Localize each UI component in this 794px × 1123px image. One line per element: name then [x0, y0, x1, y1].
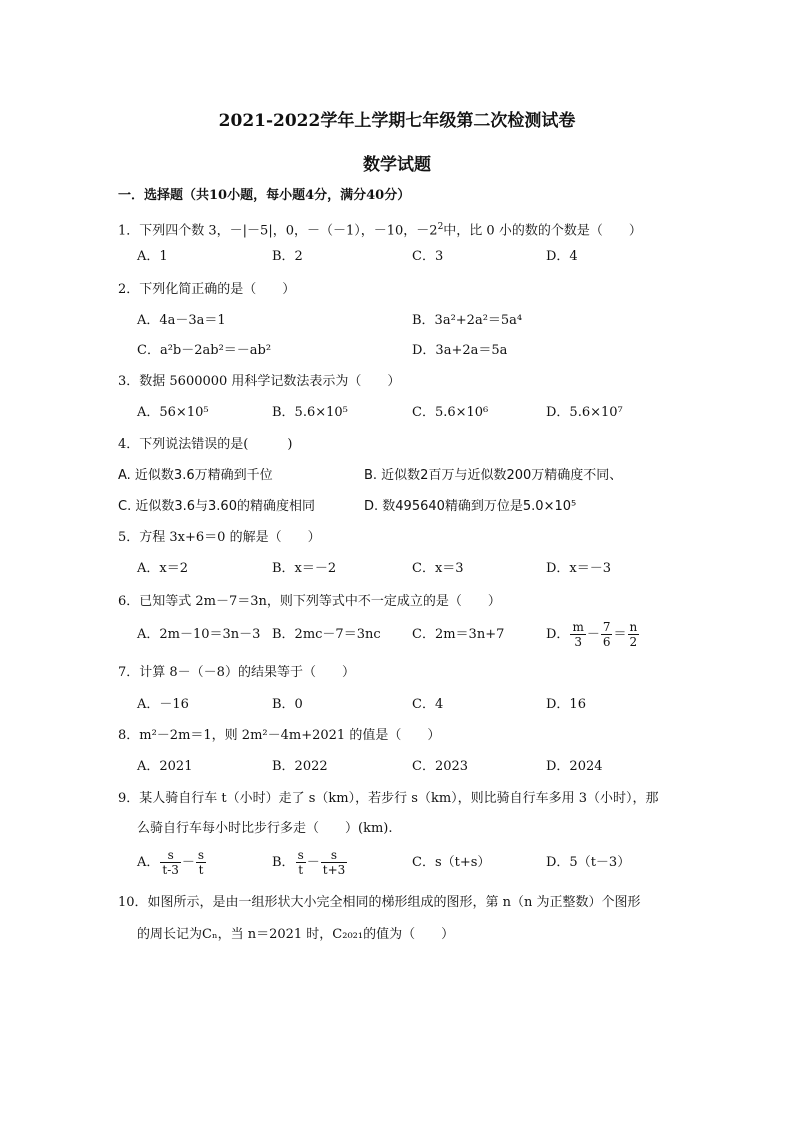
q6-option-c[interactable]: C．2m＝3n+7 [412, 627, 505, 642]
q7-option-a[interactable]: A．－16 [137, 697, 189, 712]
q9-a-fraction-2: $\frac{s}{t}$ [197, 848, 205, 877]
q5-option-a[interactable]: A．x＝2 [137, 561, 188, 576]
question-3: 3．数据 5600000 用科学记数法表示为（ ） [118, 374, 401, 389]
q9-b-prefix: B． [272, 855, 295, 870]
q1-option-a[interactable]: A．1 [137, 249, 168, 264]
q8-option-d[interactable]: D．2024 [546, 759, 603, 774]
q3-option-a[interactable]: A．56×10⁵ [137, 405, 209, 420]
q8-option-a[interactable]: A．2021 [137, 759, 193, 774]
q9-b-fraction-1: $\frac{s}{t}$ [297, 848, 304, 877]
q8-option-b[interactable]: B．2022 [272, 759, 328, 774]
q1-option-d[interactable]: D．4 [546, 249, 578, 264]
q3-option-b[interactable]: B．5.6×10⁵ [272, 405, 348, 420]
question-10-line-1: 10．如图所示，是由一组形状大小完全相同的梯形组成的图形，第 n（n 为正整数）个图形 [118, 895, 641, 910]
q4-option-b[interactable]: B. 近似数2百万与近似数200万精确度不同、 [364, 468, 623, 483]
question-8: 8．m²－2m＝1，则 2m²－4m+2021 的值是（ ） [118, 728, 441, 743]
q6-d-fraction-2: $\frac{7}{6}$ [602, 620, 611, 649]
q5-option-d[interactable]: D．x＝－3 [546, 561, 612, 576]
section-heading: 一．选择题（共10小题，每小题4分，满分40分） [118, 188, 411, 203]
q1-option-b[interactable]: B．2 [272, 249, 303, 264]
q9-a-minus: － [181, 855, 195, 870]
q6-option-d[interactable] [546, 618, 640, 652]
q9-a-fraction-1: $\frac{s}{t-3}$ [162, 848, 179, 877]
q5-option-c[interactable]: C．x＝3 [412, 561, 464, 576]
question-5: 5．方程 3x+6＝0 的解是（ ） [118, 530, 321, 545]
question-2: 2．下列化简正确的是（ ） [118, 282, 296, 297]
question-4: 4．下列说法错误的是( ) [118, 437, 293, 452]
q2-option-d[interactable]: D．3a+2a＝5a [412, 343, 508, 358]
q8-option-c[interactable]: C．2023 [412, 759, 469, 774]
q9-a-prefix: A． [137, 855, 160, 870]
q7-option-d[interactable]: D．16 [546, 697, 586, 712]
question-9-line-2: 么骑自行车每小时比步行多走（ ）(km). [137, 821, 393, 836]
question-10-line-2: 的周长记为Cₙ，当 n＝2021 时，C₂₀₂₁的值为（ ） [137, 927, 455, 942]
q9-option-a[interactable] [137, 846, 207, 880]
q1-option-c[interactable]: C．3 [412, 249, 444, 264]
q4-option-a[interactable]: A. 近似数3.6万精确到千位 [118, 468, 273, 483]
q7-option-c[interactable]: C．4 [412, 697, 444, 712]
q6-d-minus: － [586, 627, 600, 642]
q2-option-c[interactable]: C．a²b－2ab²＝－ab² [137, 343, 272, 358]
question-9-line-1: 9．某人骑自行车 t（小时）走了 s（km），若步行 s（km），则比骑自行车多用 3（小时），那 [118, 791, 659, 806]
q6-d-fraction-1: $\frac{m}{3}$ [572, 620, 584, 649]
q1-text-a: 1．下列四个数 3，－|－5|，0，－（－1），－10，－2 [118, 223, 438, 239]
q3-option-d[interactable]: D．5.6×10⁷ [546, 405, 623, 420]
q6-d-fraction-3: $\frac{n}{2}$ [629, 620, 638, 649]
q9-option-c[interactable]: C．s（t+s） [412, 855, 491, 870]
question-1 [118, 217, 642, 241]
q1-text-b: 中，比 0 小的数的个数是（ ） [443, 223, 642, 239]
exam-title: 2021-2022学年上学期七年级第二次检测试卷 [218, 111, 576, 131]
q7-option-b[interactable]: B．0 [272, 697, 303, 712]
q2-option-b[interactable]: B．3a²+2a²＝5a⁴ [412, 313, 523, 328]
q2-option-a[interactable]: A．4a－3a＝1 [137, 313, 226, 328]
q9-b-minus: － [306, 855, 320, 870]
q6-option-b[interactable]: B．2mc－7＝3nc [272, 627, 381, 642]
q6-d-equals: ＝ [613, 627, 627, 642]
q4-option-c[interactable]: C. 近似数3.6与3.60的精确度相同 [118, 499, 315, 514]
q5-option-b[interactable]: B．x＝－2 [272, 561, 337, 576]
q4-option-d[interactable]: D. 数495640精确到万位是5.0×10⁵ [364, 499, 577, 514]
q9-b-fraction-2: $\frac{s}{t+3}$ [322, 848, 346, 877]
q9-option-b[interactable] [272, 846, 348, 880]
q9-option-d[interactable]: D．5（t－3） [546, 855, 631, 870]
q3-option-c[interactable]: C．5.6×10⁶ [412, 405, 489, 420]
q6-d-prefix: D． [546, 627, 570, 642]
question-7: 7．计算 8－（－8）的结果等于（ ） [118, 665, 355, 680]
q1-sup: 2 [437, 222, 444, 232]
exam-subtitle: 数学试题 [363, 155, 431, 175]
question-6: 6．已知等式 2m－7＝3n，则下列等式中不一定成立的是（ ） [118, 594, 501, 609]
q6-option-a[interactable]: A．2m－10＝3n－3 [137, 627, 261, 642]
